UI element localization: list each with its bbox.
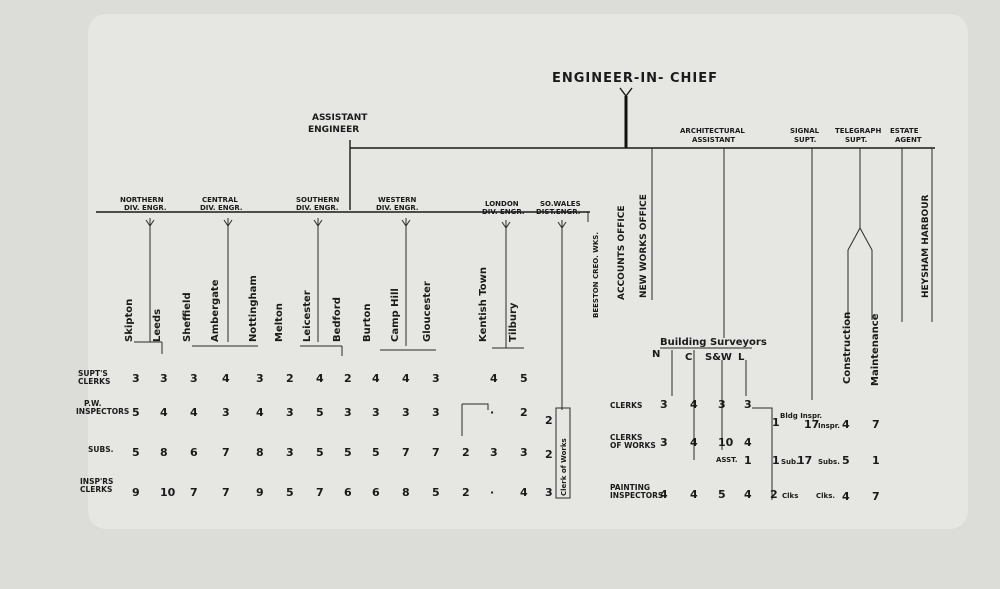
cell-supts_clerks-5: 2 <box>286 372 294 385</box>
bs-row-painting-2: INSPECTORS <box>610 491 664 500</box>
bs-row-cow-2: OF WORKS <box>610 441 656 450</box>
cell-pw_inspectors-12: 2 <box>520 406 528 419</box>
title-engineer-in-chief: ENGINEER-IN- CHIEF <box>552 71 718 86</box>
maintenance-label: Maintenance <box>870 313 881 386</box>
wales-inspr-value: 3 <box>545 486 553 499</box>
cell-pw_inspectors-0: 5 <box>132 406 140 419</box>
wales-pw-value: 2 <box>545 414 553 427</box>
cell-subs-12: 3 <box>520 446 528 459</box>
sig-r2-val: 17 <box>797 454 813 467</box>
bs-col-n: N <box>652 349 661 360</box>
district-gloucester: Gloucester <box>422 281 433 342</box>
bs-cell-2-3: 1 <box>744 454 752 467</box>
x2-inspr-value: 2 <box>462 486 470 499</box>
cell-subs-3: 7 <box>222 446 230 459</box>
cell-supts_clerks-2: 3 <box>190 372 198 385</box>
paper-sheet <box>88 14 968 529</box>
row-label-inspr-1: INSP'RS <box>80 477 114 486</box>
cell-subs-1: 8 <box>160 446 168 459</box>
sig-r3: 2 <box>770 488 778 501</box>
row-label-supts-1: SUPT'S <box>78 369 108 378</box>
assistant-engineer-label-1: ASSISTANT <box>312 113 368 123</box>
tel-r1-a: 4 <box>842 418 850 431</box>
district-sheffield: Sheffield <box>182 292 193 342</box>
bs-cell-1-0: 3 <box>660 436 668 449</box>
bs-row-cow-1: CLERKS <box>610 433 643 442</box>
bs-col-l: L <box>738 352 745 363</box>
cell-subs-5: 3 <box>286 446 294 459</box>
sig-r1-tail: Inspr. <box>818 422 840 430</box>
bs-cell-0-1: 4 <box>690 398 698 411</box>
district-leicester: Leicester <box>302 290 313 342</box>
cell-inspr_clerks-12: 4 <box>520 486 528 499</box>
cell-inspr_clerks-6: 7 <box>316 486 324 499</box>
bs-cell-1-2: 10 <box>718 436 734 449</box>
northern-div-2: DIV. ENGR. <box>124 204 167 212</box>
cell-inspr_clerks-8: 6 <box>372 486 380 499</box>
cell-supts_clerks-1: 3 <box>160 372 168 385</box>
cell-inspr_clerks-10: 5 <box>432 486 440 499</box>
cell-supts_clerks-6: 4 <box>316 372 324 385</box>
cell-inspr_clerks-1: 10 <box>160 486 176 499</box>
western-div-1: WESTERN <box>378 196 417 204</box>
cell-supts_clerks-11: 4 <box>490 372 498 385</box>
cell-pw_inspectors-6: 5 <box>316 406 324 419</box>
bs-cell-0-3: 3 <box>744 398 752 411</box>
x2-subs-value: 2 <box>462 446 470 459</box>
row-label-pw-2: INSPECTORS <box>76 407 130 416</box>
building-surveyors-title: Building Surveyors <box>660 337 767 348</box>
cell-pw_inspectors-2: 4 <box>190 406 198 419</box>
cell-subs-11: 3 <box>490 446 498 459</box>
bs-cell-3-3: 4 <box>744 488 752 501</box>
beeston-creo-works: BEESTON CREO. WKS. <box>592 231 600 318</box>
central-div-1: CENTRAL <box>202 196 238 204</box>
row-label-inspr-2: CLERKS <box>80 485 113 494</box>
bs-row-painting-1: PAINTING <box>610 483 651 492</box>
cell-supts_clerks-0: 3 <box>132 372 140 385</box>
sig-r1-val: 17 <box>804 418 820 431</box>
bs-cell-0-2: 3 <box>718 398 726 411</box>
tel-r3-a: 4 <box>842 490 850 503</box>
sig-r2-label: Sub. <box>781 458 799 466</box>
tel-r1-b: 7 <box>872 418 880 431</box>
signal-label-2: SUPT. <box>794 136 817 144</box>
london-div-1: LONDON <box>485 200 519 208</box>
bs-col-sw: S&W <box>705 352 732 363</box>
tel-r2-a: 5 <box>842 454 850 467</box>
bs-row-asst: ASST. <box>716 456 738 464</box>
northern-div-1: NORTHERN <box>120 196 164 204</box>
cell-subs-9: 7 <box>402 446 410 459</box>
cell-subs-0: 5 <box>132 446 140 459</box>
cell-pw_inspectors-8: 3 <box>372 406 380 419</box>
district-bedford: Bedford <box>332 297 343 342</box>
accounts-office: ACCOUNTS OFFICE <box>617 205 627 300</box>
assistant-engineer-label-2: ENGINEER <box>308 125 360 135</box>
cell-pw_inspectors-3: 3 <box>222 406 230 419</box>
sig-r3-tail: Clks. <box>816 492 836 500</box>
district-leeds: Leeds <box>152 308 163 342</box>
district-ambergate: Ambergate <box>210 279 221 342</box>
london-div-2: DIV. ENGR. <box>482 208 525 216</box>
cell-supts_clerks-4: 3 <box>256 372 264 385</box>
cell-subs-10: 7 <box>432 446 440 459</box>
bs-row-clerks: CLERKS <box>610 401 643 410</box>
cell-supts_clerks-7: 2 <box>344 372 352 385</box>
row-label-pw-1: P.W. <box>84 399 102 408</box>
construction-label: Construction <box>842 311 853 384</box>
bs-cell-3-0: 4 <box>660 488 668 501</box>
sig-r3-label: Clks <box>782 492 799 500</box>
cell-inspr_clerks-3: 7 <box>222 486 230 499</box>
cell-supts_clerks-10: 3 <box>432 372 440 385</box>
new-works-office: NEW WORKS OFFICE <box>639 194 649 298</box>
bs-cell-3-1: 4 <box>690 488 698 501</box>
cell-inspr_clerks-7: 6 <box>344 486 352 499</box>
cell-inspr_clerks-11: · <box>490 486 495 499</box>
cell-pw_inspectors-11: · <box>490 406 495 419</box>
district-kentish-town: Kentish Town <box>478 267 489 342</box>
cell-inspr_clerks-2: 7 <box>190 486 198 499</box>
cell-subs-4: 8 <box>256 446 264 459</box>
wales-div-1: SO.WALES <box>540 200 581 208</box>
tel-r2-b: 1 <box>872 454 880 467</box>
tel-r3-b: 7 <box>872 490 880 503</box>
district-skipton: Skipton <box>124 298 135 342</box>
sig-r2: 1 <box>772 454 780 467</box>
architectural-label-2: ASSISTANT <box>692 136 736 144</box>
cell-inspr_clerks-9: 8 <box>402 486 410 499</box>
heysham-harbour: HEYSHAM HARBOUR <box>921 194 931 298</box>
district-melton: Melton <box>274 303 285 342</box>
cell-supts_clerks-8: 4 <box>372 372 380 385</box>
cell-pw_inspectors-5: 3 <box>286 406 294 419</box>
bs-cell-1-1: 4 <box>690 436 698 449</box>
row-label-subs: SUBS. <box>88 445 114 454</box>
wales-div-2: DIST.ENGR. <box>536 208 581 216</box>
district-camp-hill: Camp Hill <box>390 288 401 342</box>
estate-label-1: ESTATE <box>890 127 919 135</box>
architectural-label-1: ARCHITECTURAL <box>680 127 745 135</box>
bs-col-c: C <box>685 352 693 363</box>
cell-inspr_clerks-4: 9 <box>256 486 264 499</box>
cell-inspr_clerks-0: 9 <box>132 486 140 499</box>
signal-label-1: SIGNAL <box>790 127 820 135</box>
estate-label-2: AGENT <box>895 136 922 144</box>
southern-div-2: DIV. ENGR. <box>296 204 339 212</box>
district-tilbury: Tilbury <box>508 302 519 342</box>
sig-r1-label: Bldg Inspr. <box>780 412 823 420</box>
row-label-supts-2: CLERKS <box>78 377 111 386</box>
telegraph-label-2: SUPT. <box>845 136 868 144</box>
district-nottingham: Nottingham <box>248 275 259 342</box>
bs-cell-3-2: 5 <box>718 488 726 501</box>
cell-pw_inspectors-9: 3 <box>402 406 410 419</box>
cell-supts_clerks-12: 5 <box>520 372 528 385</box>
sig-r1: 1 <box>772 416 780 429</box>
district-burton: Burton <box>362 303 373 342</box>
cell-pw_inspectors-10: 3 <box>432 406 440 419</box>
cell-subs-6: 5 <box>316 446 324 459</box>
cell-pw_inspectors-7: 3 <box>344 406 352 419</box>
cell-supts_clerks-9: 4 <box>402 372 410 385</box>
cell-inspr_clerks-5: 5 <box>286 486 294 499</box>
telegraph-label-1: TELEGRAPH <box>835 127 882 135</box>
western-div-2: DIV. ENGR. <box>376 204 419 212</box>
cell-pw_inspectors-1: 4 <box>160 406 168 419</box>
cell-pw_inspectors-4: 4 <box>256 406 264 419</box>
wales-subs-value: 2 <box>545 448 553 461</box>
bs-cell-1-3: 4 <box>744 436 752 449</box>
bs-cell-0-0: 3 <box>660 398 668 411</box>
cell-subs-8: 5 <box>372 446 380 459</box>
cell-subs-7: 5 <box>344 446 352 459</box>
southern-div-1: SOUTHERN <box>296 196 340 204</box>
cell-supts_clerks-3: 4 <box>222 372 230 385</box>
cell-subs-2: 6 <box>190 446 198 459</box>
central-div-2: DIV. ENGR. <box>200 204 243 212</box>
clerk-of-works-label: Clerk of Works <box>560 438 568 496</box>
sig-r2-tail: Subs. <box>818 458 840 466</box>
